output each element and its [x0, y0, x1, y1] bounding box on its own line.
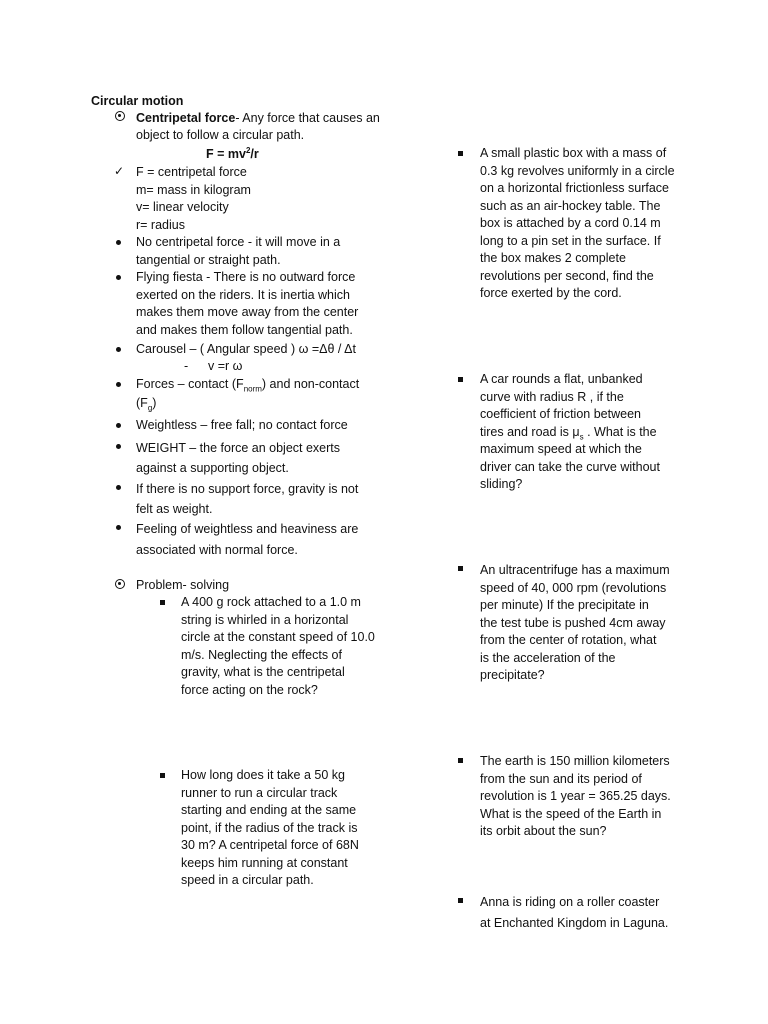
problem-line: at Enchanted Kingdom in Laguna. — [480, 916, 669, 930]
carousel-sub-formula: v =r ω — [208, 359, 243, 373]
bullet-line: WEIGHT – the force an object exerts — [136, 441, 341, 455]
variable-item: m= mass in kilogram — [136, 182, 251, 197]
centripetal-formula — [206, 146, 259, 164]
bullet-carousel: Carousel – ( Angular speed ) ω =Δθ / Δt — [136, 342, 356, 356]
problem-line: from the sun and its period of — [480, 771, 642, 786]
bullet-flying-fiesta — [136, 269, 358, 339]
problem-line: sliding? — [480, 477, 523, 491]
problem-line — [480, 424, 660, 442]
problem-line: 30 m? A centripetal force of 68N — [181, 838, 359, 852]
bullet-line: felt as weight. — [136, 502, 213, 516]
centripetal-definition-line2: object to follow a circular path. — [136, 128, 305, 142]
right-problem-2 — [480, 371, 660, 494]
bullet-line: and makes them follow tangential path. — [136, 322, 353, 337]
bullet-forces-line2 — [136, 395, 156, 413]
bullet-weight — [136, 438, 340, 478]
problem-line: speed of 40, 000 rpm (revolutions — [480, 580, 667, 595]
bullet-line: associated with normal force. — [136, 543, 298, 557]
bullet-forces — [136, 376, 359, 394]
bullet-support — [136, 479, 358, 519]
bullet-line: No centripetal force - it will move in a — [136, 235, 341, 249]
forces-gravity-close: ) — [152, 396, 157, 410]
bullet-line: exerted on the riders. It is inertia which — [136, 287, 350, 302]
problem-line: maximum speed at which the — [480, 442, 642, 456]
variable-list — [136, 164, 251, 234]
problem-line: revolution is 1 year = 365.25 days. — [480, 789, 671, 803]
problem-line: box is attached by a cord 0.14 m — [480, 216, 661, 230]
problem-line: from the center of rotation, what — [480, 633, 657, 647]
variable-item: v= linear velocity — [136, 200, 229, 214]
forces-subscript: norm — [243, 384, 262, 394]
bullet-icon — [116, 444, 121, 449]
variable-item: F = centripetal force — [136, 165, 247, 179]
right-problem-1 — [480, 145, 675, 303]
problem-line: coefficient of friction between — [480, 407, 641, 421]
bullet-line: Flying fiesta - There is no outward force — [136, 270, 356, 284]
problem-line: long to a pin set in the surface. If — [480, 233, 661, 248]
problem-line: How long does it take a 50 kg — [181, 768, 345, 782]
bullet-no-force — [136, 234, 340, 269]
bullet-line: tangential or straight path. — [136, 252, 281, 267]
bullet-icon — [116, 347, 121, 352]
problem-text: . What is the — [583, 424, 657, 439]
problem-line: Anna is riding on a roller coaster — [480, 895, 660, 909]
check-icon: ✓ — [114, 164, 125, 178]
mu-symbol: μ — [572, 424, 580, 439]
problem-line: speed in a circular path. — [181, 873, 314, 887]
problem-heading: Problem- solving — [136, 578, 230, 592]
problem-line: The earth is 150 million kilometers — [480, 754, 670, 768]
centripetal-definition-text: - Any force that causes an — [235, 111, 380, 125]
square-bullet-icon — [458, 898, 463, 903]
page-title: Circular motion — [91, 94, 184, 108]
problem-line: point, if the radius of the track is — [181, 820, 358, 835]
right-problem-5 — [480, 892, 668, 934]
bullet-line: Feeling of weightless and heaviness are — [136, 522, 359, 536]
forces-gravity-subscript: g — [147, 403, 153, 413]
bullet-icon — [116, 240, 121, 245]
problem-line: curve with radius R , if the — [480, 389, 624, 404]
formula-main: F = mv — [206, 147, 246, 161]
bullet-icon — [116, 423, 121, 428]
problem-line: circle at the constant speed of 10.0 — [181, 630, 375, 644]
problem-line: starting and ending at the same — [181, 803, 357, 817]
problem-line: revolutions per second, find the — [480, 268, 654, 283]
problem-line: per minute) If the precipitate in — [480, 598, 649, 612]
bullet-icon — [116, 275, 121, 280]
problem-line: A 400 g rock attached to a 1.0 m — [181, 595, 361, 609]
forces-gravity: (F — [136, 396, 148, 410]
problem-line: the test tube is pushed 4cm away — [480, 615, 666, 630]
problem-line: 0.3 kg revolves uniformly in a circle — [480, 163, 675, 178]
problem-line: An ultracentrifuge has a maximum — [480, 563, 670, 577]
problem-line: force exerted by the cord. — [480, 286, 622, 300]
problem-line: driver can take the curve without — [480, 459, 660, 474]
square-bullet-icon — [458, 377, 463, 382]
bullet-icon — [116, 525, 121, 530]
bullet-line: against a supporting object. — [136, 461, 289, 475]
problem-text: tires and road is — [480, 424, 573, 439]
problem-line: A small plastic box with a mass of — [480, 146, 667, 160]
problem-line: gravity, what is the centripetal — [181, 665, 345, 679]
mu-subscript: s — [579, 432, 584, 441]
bullet-line: If there is no support force, gravity is not — [136, 482, 359, 496]
left-problem-2 — [181, 767, 359, 890]
problem-line: its orbit about the sun? — [480, 824, 607, 838]
variable-item: r= radius — [136, 217, 185, 232]
problem-line: precipitate? — [480, 668, 545, 682]
left-problem-1 — [181, 594, 375, 699]
problem-line: runner to run a circular track — [181, 785, 338, 800]
bullet-line: makes them move away from the center — [136, 305, 359, 319]
bullet-icon — [116, 382, 121, 387]
problem-line: on a horizontal frictionless surface — [480, 181, 669, 195]
square-bullet-icon — [160, 600, 165, 605]
forces-text: Forces – contact (F — [136, 377, 244, 391]
problem-line: string is whirled in a horizontal — [181, 612, 349, 627]
problem-line: force acting on the rock? — [181, 682, 318, 697]
right-problem-4 — [480, 753, 671, 841]
target-bullet-icon — [115, 579, 125, 589]
centripetal-term: Centripetal force — [136, 111, 236, 125]
square-bullet-icon — [458, 151, 463, 156]
formula-tail: /r — [250, 147, 259, 161]
formula-exponent: 2 — [245, 145, 251, 155]
bullet-feeling — [136, 519, 358, 561]
square-bullet-icon — [458, 566, 463, 571]
target-bullet-icon — [115, 111, 125, 121]
problem-line: A car rounds a flat, unbanked — [480, 372, 643, 386]
square-bullet-icon — [160, 773, 165, 778]
bullet-icon — [116, 485, 121, 490]
problem-line: such as an air-hockey table. The — [480, 198, 661, 213]
problem-line: is the acceleration of the — [480, 650, 616, 665]
problem-line: m/s. Neglecting the effects of — [181, 647, 342, 662]
problem-line: the box makes 2 complete — [480, 251, 626, 265]
problem-line: What is the speed of the Earth in — [480, 806, 662, 821]
bullet-weightless: Weightless – free fall; no contact force — [136, 418, 348, 432]
centripetal-definition — [136, 110, 380, 128]
problem-line: keeps him running at constant — [181, 855, 348, 870]
carousel-sub-dash: - — [184, 359, 189, 373]
forces-text-2: ) and non-contact — [261, 377, 360, 391]
right-problem-3 — [480, 562, 670, 685]
square-bullet-icon — [458, 758, 463, 763]
